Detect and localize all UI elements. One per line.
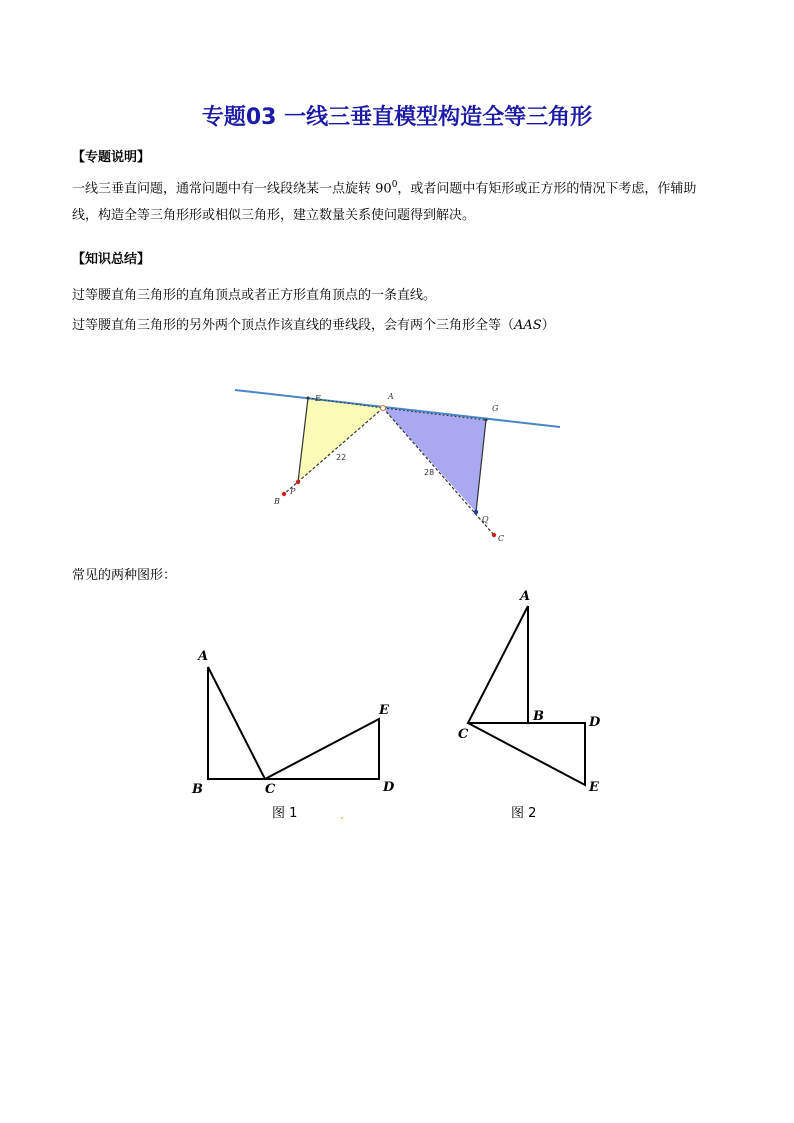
section-heading-description: 【专题说明】 [72, 150, 151, 165]
figure-2-lower-triangle [468, 723, 585, 785]
summary-line-2-text-a: 过等腰直角三角形的另外两个顶点作该直线的垂线段，会有两个三角形全等（ [72, 318, 515, 333]
fig1-caption: 图 1 [272, 806, 298, 821]
fig1-label-B: B [192, 782, 203, 797]
label-E: E [315, 394, 321, 403]
fig2-label-D: D [589, 715, 601, 730]
label-Q: Q [482, 515, 489, 524]
fig1-label-E: E [379, 703, 389, 718]
length-left: 22 [336, 453, 347, 462]
label-G: G [492, 404, 499, 413]
summary-line-2-text-b: ） [541, 318, 555, 333]
figure-2-upper-triangle [468, 606, 528, 723]
degree-superscript: 0 [391, 180, 398, 190]
description-text-b: ，或者问题中有矩形或正方形的情况下考虑，作辅助线，构造全等三角形形或相似三角形，建立数量关系使问题得到解决。 [72, 181, 697, 224]
label-A: A [388, 392, 394, 401]
fig1-label-C: C [265, 782, 276, 797]
section-heading-summary: 【知识总结】 [72, 252, 151, 267]
label-B: B [274, 497, 280, 506]
fig2-label-C: C [458, 727, 469, 742]
summary-line-1: 过等腰直角三角形的直角顶点或者正方形直角顶点的一条直线。 [72, 288, 437, 303]
fig2-caption: 图 2 [511, 806, 537, 821]
page-title: 专题03 一线三垂直模型构造全等三角形 [201, 105, 593, 130]
label-P: P [290, 487, 296, 496]
fig2-label-B: B [533, 709, 544, 724]
description-text-a: 一线三垂直问题，通常问题中有一线段绕某一点旋转 90 [72, 181, 392, 197]
fig2-label-A: A [520, 589, 531, 604]
fig1-label-D: D [383, 780, 395, 795]
label-C: C [498, 534, 505, 543]
fig1-label-A: A [198, 649, 209, 664]
aas-label: AAS [514, 318, 542, 333]
fig2-label-E: E [589, 780, 599, 795]
common-figures-label: 常见的两种图形： [72, 568, 177, 583]
length-right: 28 [424, 468, 435, 477]
